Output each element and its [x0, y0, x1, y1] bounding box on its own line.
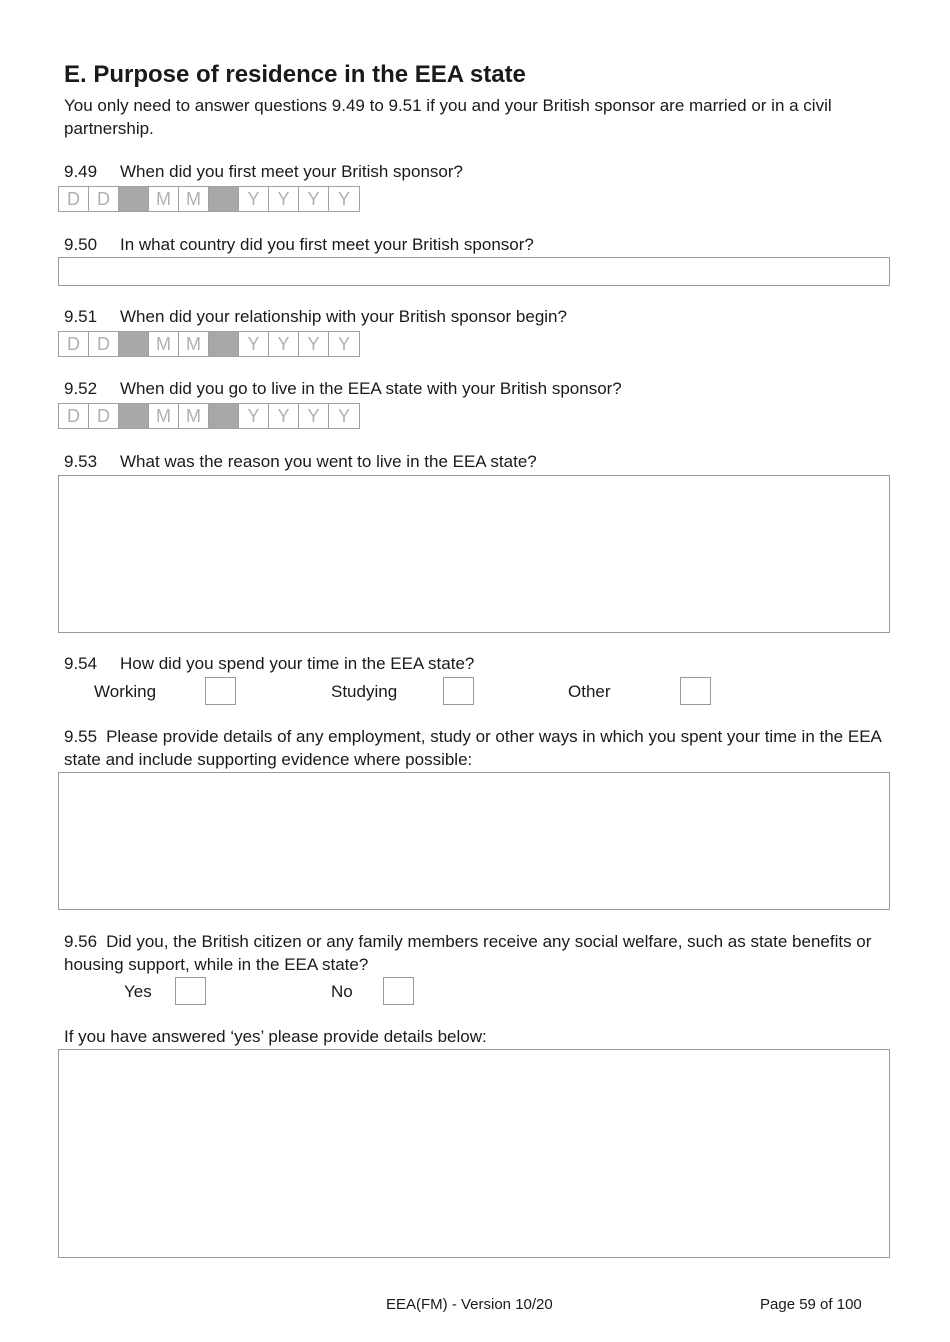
checkbox-yes[interactable] [175, 977, 206, 1005]
day-digit-1[interactable]: D [59, 332, 89, 356]
date-input-9-51[interactable] [58, 331, 360, 357]
question-number: 9.52 [64, 379, 98, 398]
employment-details-textarea[interactable] [58, 772, 890, 910]
date-input-9-49[interactable] [58, 186, 360, 212]
footer-page-number: Page 59 of 100 [760, 1296, 862, 1313]
question-number: 9.55 [64, 727, 98, 746]
question-text: When did your relationship with your British sponsor begin? [120, 307, 567, 326]
question-text: When did you first meet your British sponsor? [120, 162, 463, 181]
option-label-other: Other [568, 682, 611, 701]
question-9-55 [64, 725, 894, 771]
question-text: How did you spend your time in the EEA state? [120, 654, 475, 673]
section-title: E. Purpose of residence in the EEA state [64, 61, 526, 88]
question-number: 9.56 [64, 932, 98, 951]
month-digit-2[interactable]: M [179, 332, 209, 356]
year-digit-1[interactable]: Y [239, 404, 269, 428]
option-label-no: No [331, 982, 353, 1001]
day-digit-2[interactable]: D [89, 332, 119, 356]
checkbox-studying[interactable] [443, 677, 474, 705]
footer-version: EEA(FM) - Version 10/20 [386, 1296, 553, 1313]
year-digit-2[interactable]: Y [269, 332, 299, 356]
day-digit-2[interactable]: D [89, 187, 119, 211]
month-digit-2[interactable]: M [179, 404, 209, 428]
welfare-details-textarea[interactable] [58, 1049, 890, 1258]
question-9-56 [64, 930, 894, 976]
date-separator [119, 187, 149, 211]
date-input-9-52[interactable] [58, 403, 360, 429]
question-number: 9.51 [64, 307, 98, 326]
year-digit-4[interactable]: Y [337, 334, 350, 354]
day-digit-1[interactable]: D [59, 187, 89, 211]
date-separator [209, 404, 239, 428]
day-digit-1[interactable]: D [59, 404, 89, 428]
date-separator [209, 332, 239, 356]
question-text: In what country did you first meet your British sponsor? [120, 235, 534, 254]
year-digit-3[interactable]: Y [299, 404, 329, 428]
year-digit-3[interactable]: Y [299, 187, 329, 211]
country-met-input[interactable] [58, 257, 890, 286]
year-digit-2[interactable]: Y [269, 187, 299, 211]
question-text: What was the reason you went to live in the EEA state? [120, 452, 537, 471]
year-digit-3[interactable]: Y [299, 332, 329, 356]
question-9-51 [64, 305, 894, 328]
question-9-49 [64, 160, 894, 183]
checkbox-working[interactable] [205, 677, 236, 705]
year-digit-1[interactable]: Y [239, 332, 269, 356]
month-digit-2[interactable]: M [179, 187, 209, 211]
question-text: When did you go to live in the EEA state with your British sponsor? [120, 379, 622, 398]
question-9-50 [64, 233, 894, 256]
year-digit-4[interactable]: Y [337, 189, 350, 209]
month-digit-1[interactable]: M [149, 187, 179, 211]
question-number: 9.49 [64, 162, 98, 181]
question-text: Please provide details of any employment, study or other ways in which you spent your time in the EEA state and include supporting evidence where possible: [64, 727, 881, 769]
month-digit-1[interactable]: M [149, 404, 179, 428]
month-digit-1[interactable]: M [149, 332, 179, 356]
option-label-yes: Yes [124, 982, 152, 1001]
checkbox-other[interactable] [680, 677, 711, 705]
year-digit-2[interactable]: Y [269, 404, 299, 428]
checkbox-no[interactable] [383, 977, 414, 1005]
option-label-working: Working [94, 682, 157, 701]
details-prompt: If you have answered ‘yes’ please provide details below: [64, 1027, 487, 1046]
question-number: 9.53 [64, 452, 98, 471]
question-9-53 [64, 450, 894, 473]
question-text: Did you, the British citizen or any family members receive any social welfare, such as state benefits or housing support, while in the EEA state? [64, 932, 872, 974]
year-digit-4[interactable]: Y [337, 406, 350, 426]
day-digit-2[interactable]: D [89, 404, 119, 428]
year-digit-1[interactable]: Y [239, 187, 269, 211]
option-label-studying: Studying [331, 682, 398, 701]
reason-textarea[interactable] [58, 475, 890, 633]
question-9-52 [64, 377, 894, 400]
question-number: 9.50 [64, 235, 98, 254]
question-number: 9.54 [64, 654, 98, 673]
date-separator [209, 187, 239, 211]
question-9-54 [64, 652, 894, 675]
section-intro: You only need to answer questions 9.49 to 9.51 if you and your British sponsor are married or in a civil partnership. [64, 96, 832, 138]
date-separator [119, 332, 149, 356]
date-separator [119, 404, 149, 428]
